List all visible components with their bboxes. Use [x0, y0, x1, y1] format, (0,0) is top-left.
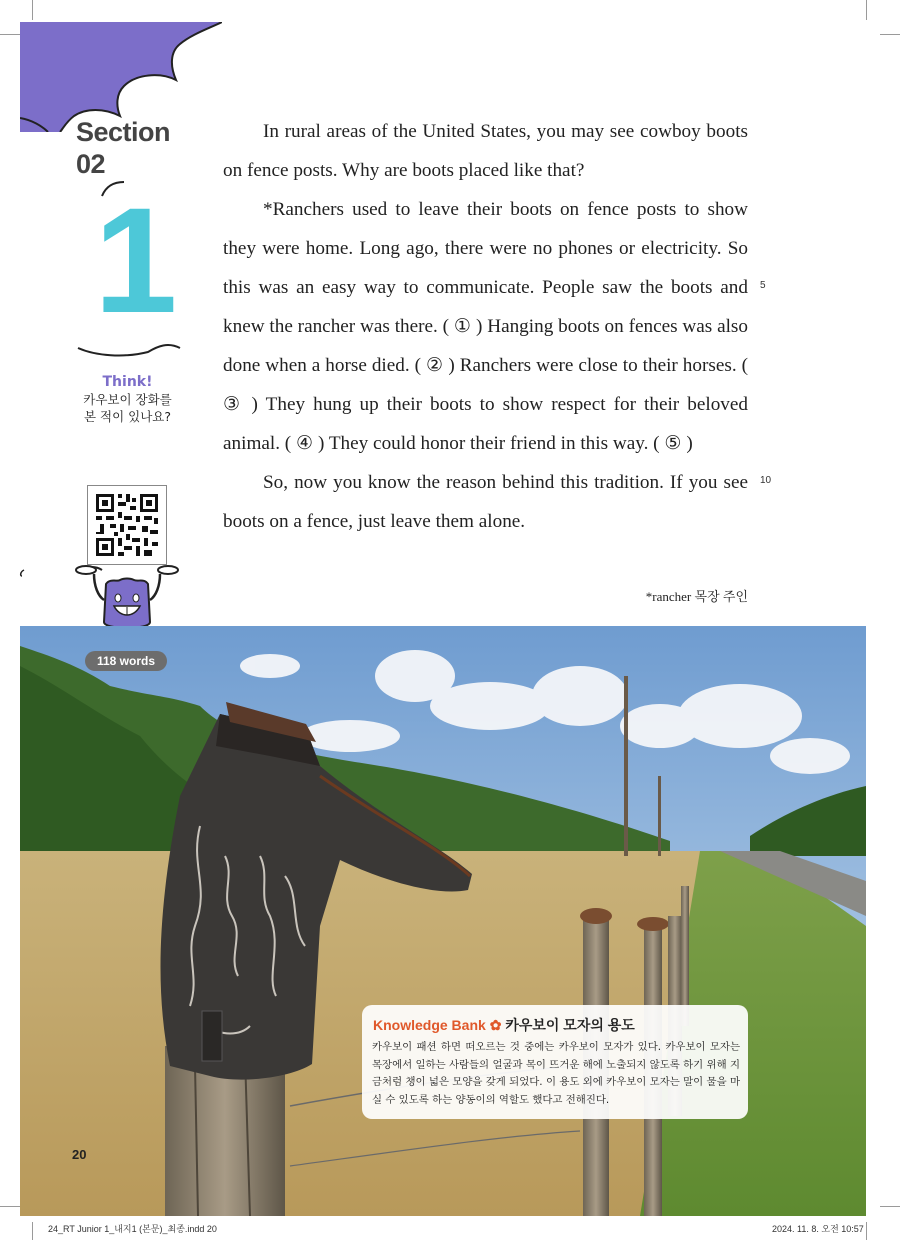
crop-mark [866, 0, 867, 20]
think-title: Think! [102, 374, 153, 390]
unit-number: 1 [94, 176, 178, 344]
line-number-5: 5 [760, 280, 766, 291]
crop-mark [880, 34, 900, 35]
knowledge-bank-body: 카우보이 패션 하면 떠오르는 것 중에는 카우보이 모자가 있다. 카우보이 모자는 목장에서 일하는 사람들의 얼굴과 목이 뜨거운 해에 노출되지 않도록 하기 위해 지금처럼 챙이 넓은 모양을 갖게 되었다. 이 용도 외에 카우보이 모자는 말이 물을 마실 수 있도록 하는 양동이의 역할도 했다고 전해진다. [372, 1041, 740, 1106]
think-question-line2: 본 적이 있나요? [83, 409, 172, 424]
reading-passage [223, 112, 748, 541]
boot-on-fence-photo [20, 626, 866, 1216]
qr-code[interactable] [87, 485, 167, 565]
knowledge-bank-title [373, 1015, 635, 1035]
crop-mark [0, 34, 20, 35]
think-prompt [70, 374, 185, 425]
qr-code-icon [88, 486, 166, 564]
section-number: 02 [76, 149, 106, 179]
think-question-line1: 카우보이 장화를 [83, 392, 172, 407]
crop-mark [32, 0, 33, 20]
knowledge-bank-box [362, 1005, 748, 1119]
lightbulb-icon: ✿ [489, 1017, 502, 1033]
print-slug-date: 2024. 11. 8. 오전 10:57 [772, 1224, 864, 1234]
knowledge-bank-subtitle: 카우보이 모자의 용도 [505, 1017, 635, 1033]
word-count-badge: 118 words [85, 651, 167, 671]
crop-mark [0, 1206, 20, 1207]
line-number-10: 10 [760, 475, 772, 486]
knowledge-bank-label: Knowledge Bank [373, 1017, 486, 1033]
decorative-cloud-line [76, 336, 184, 360]
section-title: Section [76, 117, 171, 147]
crop-mark [880, 1206, 900, 1207]
crop-mark [32, 1222, 33, 1240]
page-number: 20 [72, 1147, 87, 1162]
passage-paragraph-3: So, now you know the reason behind this tradition. If you see boots on a fence, just leave them alone. [223, 472, 748, 532]
passage-paragraph-2: *Ranchers used to leave their boots on fence posts to show they were home. Long ago, there were no phones or electricity. So this was an easy way to communicate. People saw the boots and knew the rancher was there. ( ① ) Hanging boots on fences was also done when a horse died. ( ② ) Ranchers were close to their horses. ( ③ ) They hung up their boots to show respect for their beloved animal. ( ④ ) They could honor their friend in this way. ( ⑤ ) [223, 199, 748, 454]
section-heading [76, 116, 170, 180]
print-slug-file: 24_RT Junior 1_내지1 (본문)_최종.indd 20 [48, 1224, 217, 1234]
footnote: *rancher 목장 주인 [645, 589, 748, 604]
passage-paragraph-1: In rural areas of the United States, you may see cowboy boots on fence posts. Why are boots placed like that? [223, 121, 748, 181]
crop-mark [866, 1222, 867, 1240]
